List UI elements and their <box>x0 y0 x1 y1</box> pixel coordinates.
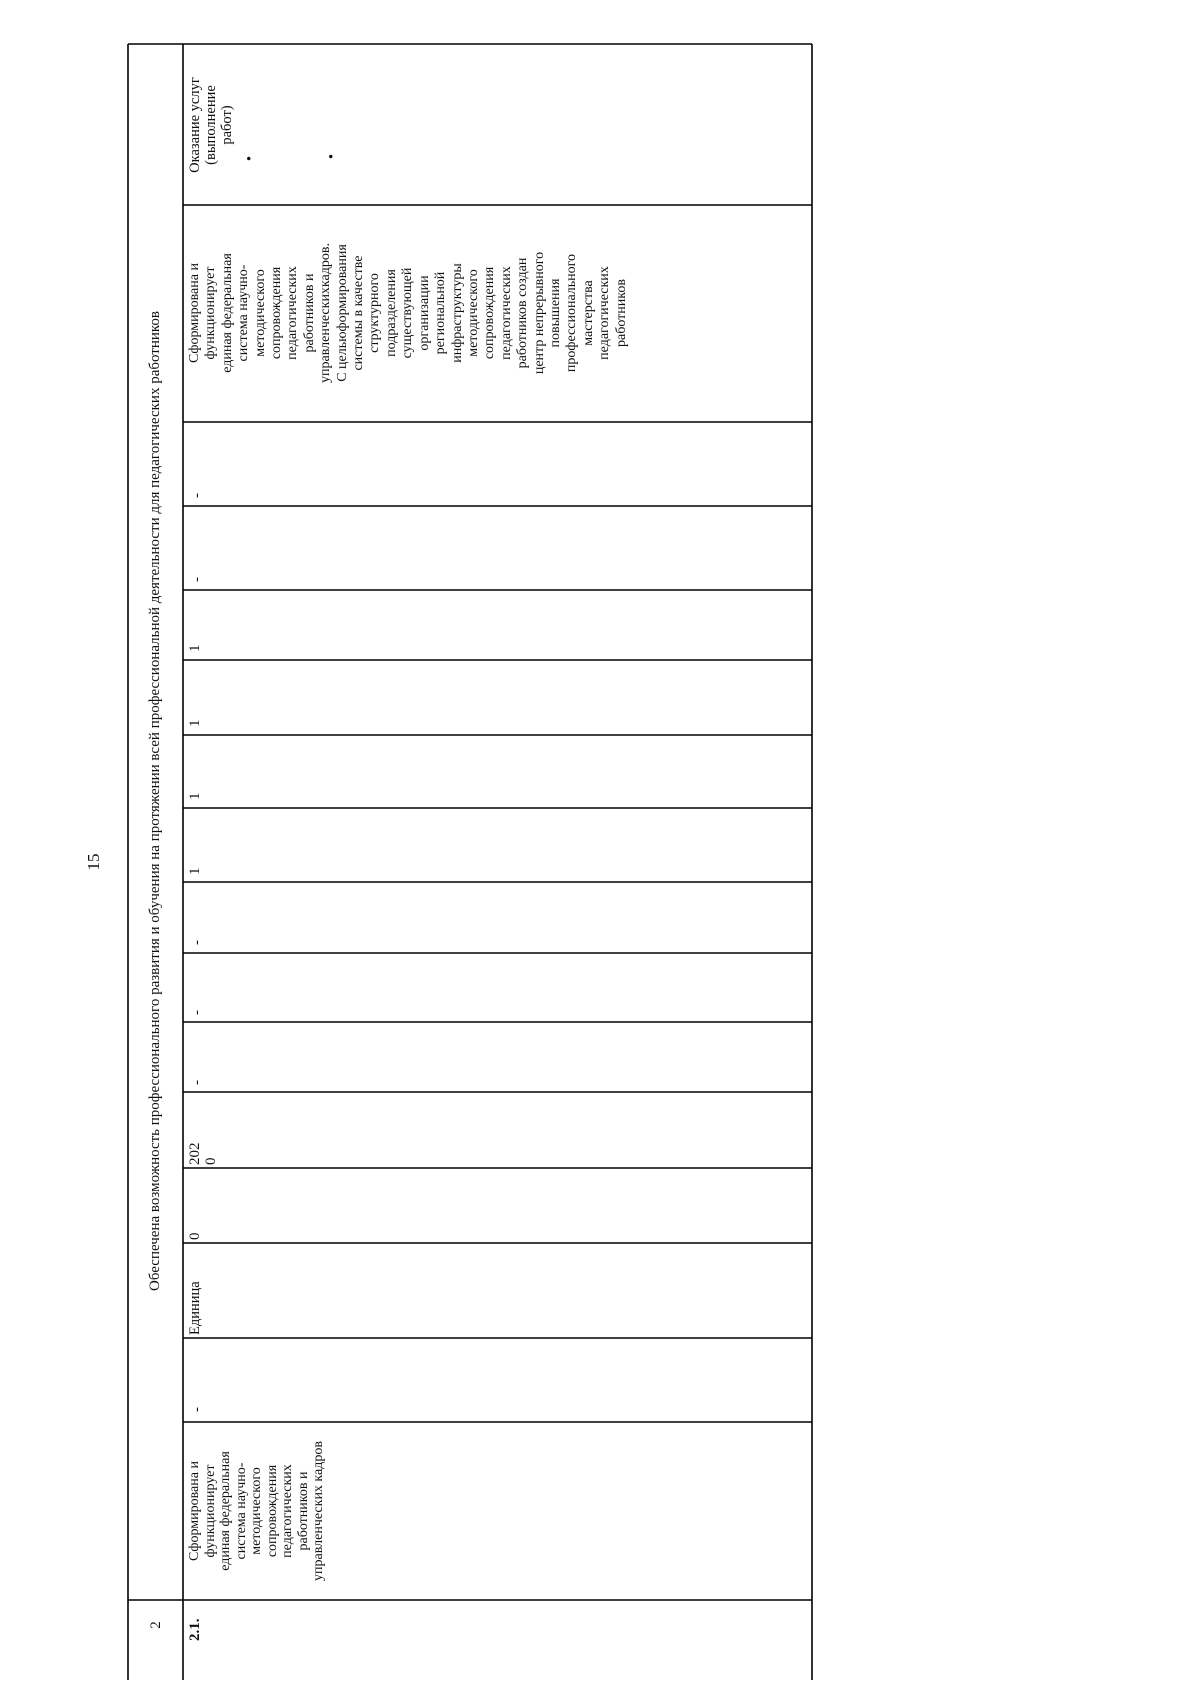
row-result-text: Сформирована и функционирует единая федеральная система научно- методического сопровождения педагогических работников и управленческих кадров <box>187 1441 326 1581</box>
row-base-year: 202 0 <box>187 1142 219 1165</box>
row-value-3: - <box>189 940 205 945</box>
row-value-4: 1 <box>187 867 203 875</box>
row-value-8: - <box>189 577 205 582</box>
row-value-9: - <box>189 493 205 498</box>
row-value-1: - <box>189 1080 205 1085</box>
row-unit: Единица <box>187 1281 203 1335</box>
row-value-2: - <box>189 1010 205 1015</box>
row-value-6: 1 <box>187 719 203 727</box>
page-number: 15 <box>84 853 103 871</box>
section-title: Обеспечена возможность профессионального развития и обучения на протяжении всей профессиональной деятельности для педагогических работников <box>147 310 163 1292</box>
row-base-value: 0 <box>187 1232 203 1240</box>
row-type: Оказание услуг (выполнение работ) <box>187 77 235 173</box>
scan-speck: • <box>324 153 341 160</box>
scan-speck: • <box>242 155 259 162</box>
row-value-7: 1 <box>187 644 203 652</box>
row-col-dash: - <box>189 1407 205 1412</box>
row-value-5: 1 <box>187 792 203 800</box>
row-number: 2.1. <box>187 1618 203 1641</box>
section-number: 2 <box>148 1621 164 1629</box>
row-description: Сформирована и функционирует единая федеральная система научно- методического сопровождения педагогических работников и управленческихкадров. С цельюформирования системы в качестве структурного подразделения существующей организации региональной инфраструктуры методического сопровождения педагогических работников создан центр непрерывного повышения профессионального мастерства педагогических работников <box>187 243 629 383</box>
